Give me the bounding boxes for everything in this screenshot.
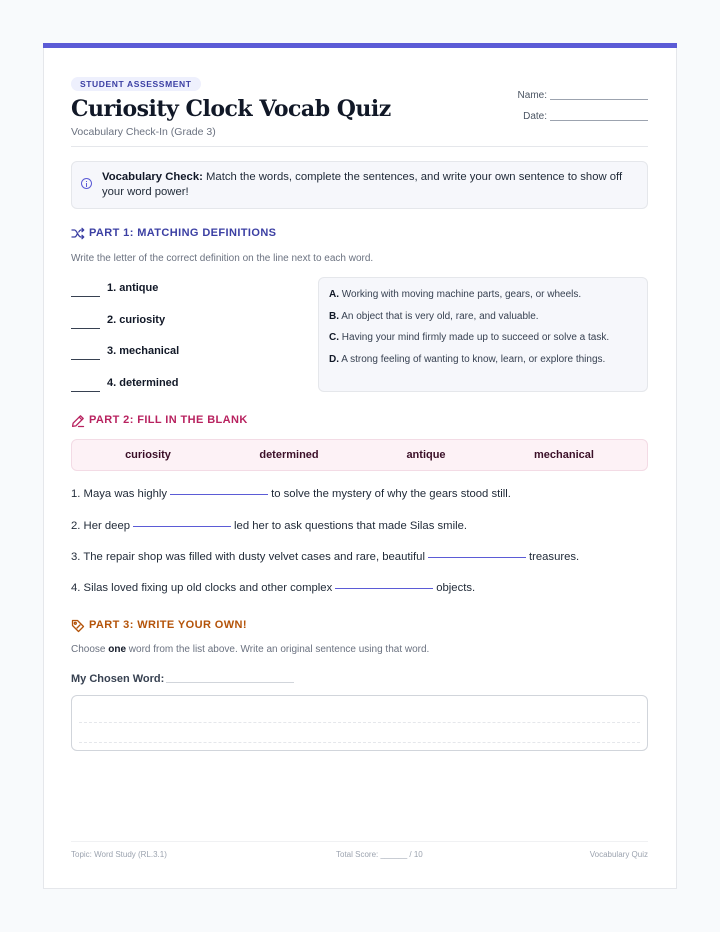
part1-instructions: Write the letter of the correct definition on the line next to each word. xyxy=(71,253,374,264)
page-subtitle: Vocabulary Check-In (Grade 3) xyxy=(71,126,216,138)
sentence-start: 2. Her deep xyxy=(71,520,131,532)
part2-heading: PART 2: FILL IN THE BLANK xyxy=(89,414,248,426)
footer-topic: Topic: Word Study (RL.3.1) xyxy=(71,850,167,859)
fill-blank-4[interactable] xyxy=(335,588,433,589)
footer-divider xyxy=(71,841,648,842)
sentence-end: led her to ask questions that made Silas smile. xyxy=(234,520,468,532)
shuffle-icon xyxy=(71,227,85,240)
match-word-1: 1. antique xyxy=(107,282,159,294)
date-field[interactable] xyxy=(550,120,648,121)
answer-blank-1[interactable] xyxy=(71,296,100,297)
info-lead: Vocabulary Check: xyxy=(102,171,203,183)
fill-sentence-3 xyxy=(71,551,579,563)
match-word-3: 3. mechanical xyxy=(107,345,180,357)
definition-b xyxy=(329,311,539,322)
definition-text: An object that is very old, rare, and valuable. xyxy=(341,311,539,322)
fill-sentence-4 xyxy=(71,582,475,594)
fill-blank-2[interactable] xyxy=(133,526,231,527)
instr-emphasis: one xyxy=(108,644,127,655)
definition-d xyxy=(329,354,605,365)
word-bank-item: mechanical xyxy=(534,449,594,461)
date-label: Date: xyxy=(523,111,547,122)
fill-sentence-2 xyxy=(71,520,467,532)
definition-letter: B. xyxy=(329,311,339,322)
info-body: Match the words, complete the sentences, and write your own sentence to show off your word power! xyxy=(102,171,623,198)
chosen-word-field[interactable] xyxy=(166,682,294,683)
answer-blank-2[interactable] xyxy=(71,328,100,329)
info-icon xyxy=(81,178,92,189)
part1-heading: PART 1: MATCHING DEFINITIONS xyxy=(89,227,277,239)
footer-score: Total Score: ______ / 10 xyxy=(336,850,423,859)
definition-text: A strong feeling of wanting to know, learn, or explore things. xyxy=(341,354,606,365)
writing-guide-line xyxy=(79,742,640,743)
sentence-start: 3. The repair shop was filled with dusty velvet cases and rare, beautiful xyxy=(71,551,425,563)
sentence-start: 1. Maya was highly xyxy=(71,488,168,500)
pencil-icon xyxy=(71,414,85,428)
word-bank-item: antique xyxy=(406,449,446,461)
sentence-end: to solve the mystery of why the gears stood still. xyxy=(271,488,511,500)
name-label: Name: xyxy=(517,90,547,101)
header-divider xyxy=(71,146,648,147)
part3-instructions xyxy=(71,644,429,655)
word-bank-item: curiosity xyxy=(125,449,171,461)
answer-blank-3[interactable] xyxy=(71,359,100,360)
word-bank-item: determined xyxy=(259,449,319,461)
fill-sentence-1 xyxy=(71,488,511,500)
definition-letter: A. xyxy=(329,289,339,300)
writing-guide-line xyxy=(79,722,640,723)
sentence-end: objects. xyxy=(436,582,476,594)
footer-label: Vocabulary Quiz xyxy=(589,850,648,859)
chosen-word-label: My Chosen Word: xyxy=(71,673,165,685)
name-field[interactable] xyxy=(550,99,648,100)
fill-blank-1[interactable] xyxy=(170,494,268,495)
instr-end: word from the list above. Write an original sentence using that word. xyxy=(126,644,430,655)
pen-tag-icon xyxy=(71,619,85,633)
definition-letter: C. xyxy=(329,332,339,343)
match-word-2: 2. curiosity xyxy=(107,314,166,326)
fill-blank-3[interactable] xyxy=(428,557,526,558)
part3-heading: PART 3: WRITE YOUR OWN! xyxy=(89,619,247,631)
info-text xyxy=(102,170,637,199)
sentence-start: 4. Silas loved fixing up old clocks and other complex xyxy=(71,582,333,594)
accent-bar xyxy=(43,43,677,48)
match-word-4: 4. determined xyxy=(107,377,179,389)
definition-text: Working with moving machine parts, gears, or wheels. xyxy=(341,289,582,300)
assessment-badge: STUDENT ASSESSMENT xyxy=(71,77,201,91)
definition-letter: D. xyxy=(329,354,339,365)
definition-c xyxy=(329,332,609,343)
definition-a xyxy=(329,289,581,300)
definition-text: Having your mind firmly made up to succeed or solve a task. xyxy=(341,332,610,343)
page-title: Curiosity Clock Vocab Quiz xyxy=(71,96,391,122)
instr-start: Choose xyxy=(71,644,109,655)
sentence-end: treasures. xyxy=(528,551,580,563)
answer-blank-4[interactable] xyxy=(71,391,100,392)
